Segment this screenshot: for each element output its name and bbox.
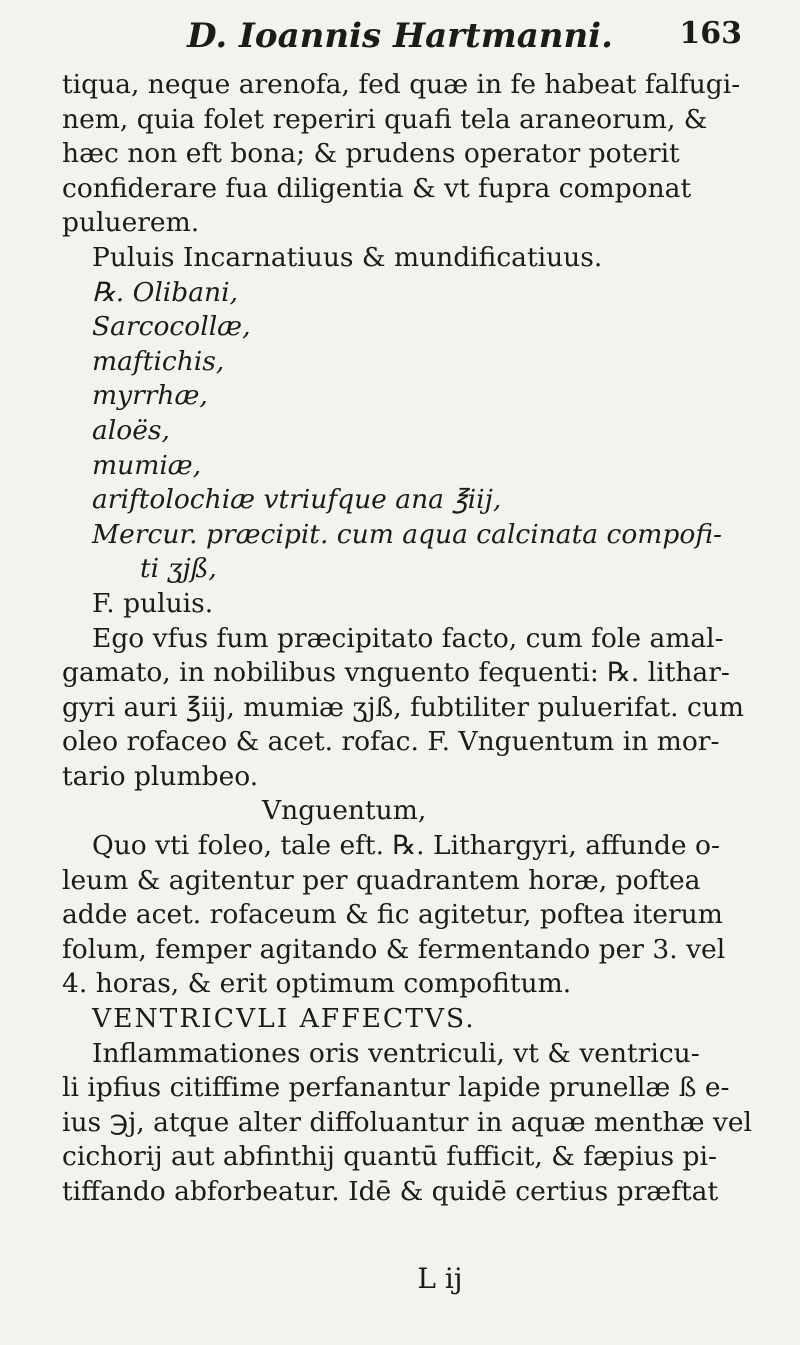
text-line: Quo vti foleo, tale eft. ℞. Lithargyri, affunde o-: [92, 830, 720, 862]
text-line: Inflammationes oris ventriculi, vt & ventricu-: [92, 1037, 700, 1069]
text-line: hæc non eft bona; & prudens operator poterit: [62, 138, 680, 170]
recipe-line: Mercur. præcipit. cum aqua calcinata compofi-: [92, 518, 722, 550]
recipe-line: Sarcocollæ,: [92, 311, 251, 343]
running-header: [0, 14, 800, 62]
text-line: tiffando abforbeatur. Idē & quidē certius præftat: [62, 1176, 719, 1207]
text-line: nem, quia folet reperiri quafi tela araneorum, &: [62, 103, 708, 135]
text-line: oleo rofaceo & acet. rofac. F. Vnguentum in mor-: [62, 726, 720, 758]
text-line: 4. horas, & erit optimum compofitum.: [62, 968, 572, 1000]
chapter-heading: VENTRICVLI AFFECTVS.: [92, 1003, 476, 1035]
section-heading: Vnguentum,: [262, 795, 427, 827]
recipe-line: ℞. Olibani,: [92, 276, 239, 308]
recipe-line: mumiæ,: [92, 449, 202, 481]
section-heading: Puluis Incarnatiuus & mundificatiuus.: [92, 241, 603, 273]
text-body: [62, 68, 768, 1210]
text-line: tario plumbeo.: [62, 760, 259, 792]
recipe-line: ti ʒjß,: [140, 553, 217, 585]
text-line: puluerem.: [62, 207, 200, 239]
recipe-line: F. puluis.: [92, 587, 214, 619]
text-line: gyri auri ℥iij, mumiæ ʒjß, fubtiliter puluerifat. cum: [62, 691, 744, 723]
recipe-line: myrrhæ,: [92, 380, 208, 412]
text-line: tiqua, neque arenofa, fed quæ in fe habeat falfugi-: [62, 69, 741, 100]
text-line: ius ℈j, atque alter diffoluantur in aquæ menthæ vel: [62, 1106, 753, 1138]
signature-text: L ij: [417, 1262, 463, 1295]
text-line: cichorij aut abfinthij quantū fufficit, & fæpius pi-: [62, 1141, 717, 1173]
recipe-line: aloës,: [92, 414, 170, 446]
text-line: adde acet. rofaceum & fic agitetur, poftea iterum: [62, 899, 723, 931]
text-line: li ipfius citiffime perfanantur lapide prunellæ ß e-: [62, 1072, 730, 1104]
signature-mark: [0, 1262, 800, 1302]
recipe-line: maftichis,: [92, 345, 225, 377]
text-line: folum, femper agitando & fermentando per 3. vel: [62, 933, 726, 965]
text-line: Ego vfus fum præcipitato facto, cum fole amal-: [92, 622, 724, 654]
text-line: gamato, in nobilibus vnguento fequenti: ℞. lithar-: [62, 657, 730, 689]
recipe-line: ariftolochiæ vtriufque ana ℥iij,: [92, 484, 502, 516]
text-line: confiderare fua diligentia & vt fupra componat: [62, 172, 692, 204]
running-title: D. Ioannis Hartmanni.: [187, 16, 613, 56]
page-number: 163: [679, 16, 742, 51]
text-line: leum & agitentur per quadrantem horæ, poftea: [62, 864, 701, 896]
